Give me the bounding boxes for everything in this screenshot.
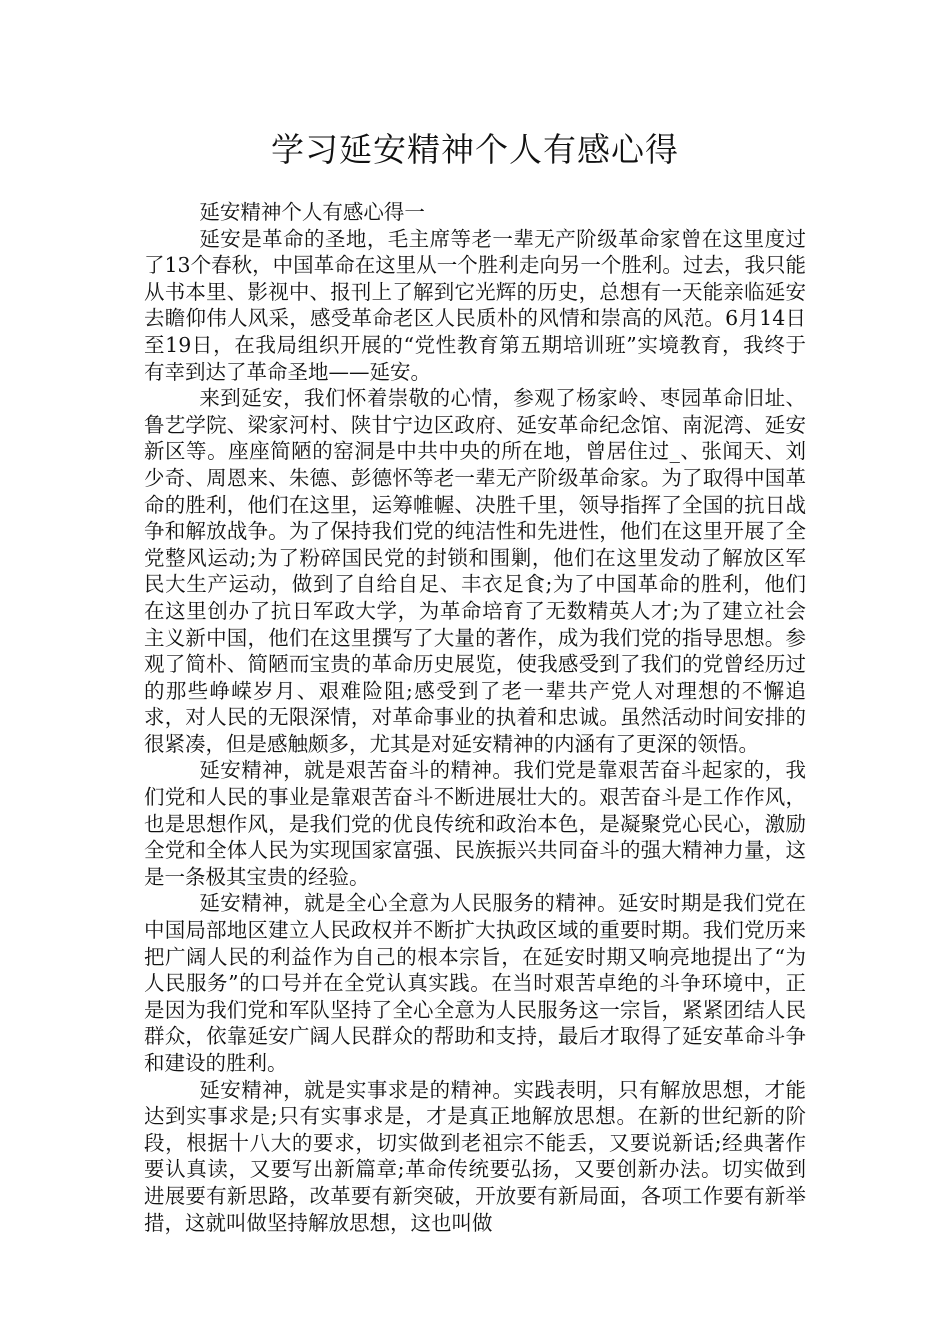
section-heading: 延安精神个人有感心得一 (199, 200, 425, 224)
paragraph: 来到延安，我们怀着崇敬的心情，参观了杨家岭、枣园革命旧址、鲁艺学院、梁家河村、陕甘宁边区政府、延安革命纪念馆、南泥湾、延安新区等。座座简陋的窑洞是中共中央的所在地，曾居住过_、张闻天、刘少奇、周恩来、朱德、彭德怀等老一辈无产阶级革命家。为了取得中国革命的胜利，他们在这里，运筹帷幄、决胜千里，领导指挥了全国的抗日战争和解放战争。为了保持我们党的纯洁性和先进性，他们在这里开展了全党整风运动;为了粉碎国民党的封锁和围剿，他们在这里发动了解放区军民大生产运动，做到了自给自足、丰衣足食;为了中国革命的胜利，他们在这里创办了抗日军政大学，为革命培育了无数精英人才;为了建立社会主义新中国，他们在这里撰写了大量的著作，成为我们党的指导思想。参观了简朴、简陋而宝贵的革命历史展览，使我感受到了我们的党曾经历过的那些峥嵘岁月、艰难险阻;感受到了老一辈共产党人对理想的不懈追求，对人民的无限深情，对革命事业的执着和忠诚。虽然活动时间安排的很紧凑，但是感触颇多，尤其是对延安精神的内涵有了更深的领悟。 (144, 386, 806, 756)
paragraph: 延安精神，就是艰苦奋斗的精神。我们党是靠艰苦奋斗起家的，我们党和人民的事业是靠艰苦奋斗不断进展壮大的。艰苦奋斗是工作作风，也是思想作风，是我们党的优良传统和政治本色，是凝聚党心民心，激励全党和全体人民为实现国家富强、民族振兴共同奋斗的强大精神力量，这是一条极其宝贵的经验。 (144, 758, 806, 889)
paragraph: 延安精神，就是实事求是的精神。实践表明，只有解放思想，才能达到实事求是;只有实事求是，才是真正地解放思想。在新的世纪新的阶段，根据十八大的要求，切实做到老祖宗不能丢，又要说新话;经典著作要认真读，又要写出新篇章;革命传统要弘扬，又要创新办法。切实做到进展要有新思路，改革要有新突破，开放要有新局面，各项工作要有新举措，这就叫做坚持解放思想，这也叫做 (144, 1077, 806, 1235)
page-title: 学习延安精神个人有感心得 (271, 130, 679, 169)
document-body (144, 199, 806, 1236)
paragraph: 延安精神，就是全心全意为人民服务的精神。延安时期是我们党在中国局部地区建立人民政权并不断扩大执政区域的重要时期。我们党历来把广阔人民的利益作为自己的根本宗旨，在延安时期又响亮地提出了“为人民服务”的口号并在全党认真实践。在当时艰苦卓绝的斗争环境中，正是因为我们党和军队坚持了全心全意为人民服务这一宗旨，紧紧团结人民群众，依靠延安广阔人民群众的帮助和支持，最后才取得了延安革命斗争和建设的胜利。 (144, 891, 806, 1075)
paragraph: 延安是革命的圣地，毛主席等老一辈无产阶级革命家曾在这里度过了13个春秋，中国革命在这里从一个胜利走向另一个胜利。过去，我只能从书本里、影视中、报刊上了解到它光辉的历史，总想有一天能亲临延安去瞻仰伟人风采，感受革命老区人民质朴的风情和崇高的风范。6月14日至19日，在我局组织开展的“党性教育第五期培训班”实境教育，我终于有幸到达了革命圣地——延安。 (144, 226, 806, 384)
